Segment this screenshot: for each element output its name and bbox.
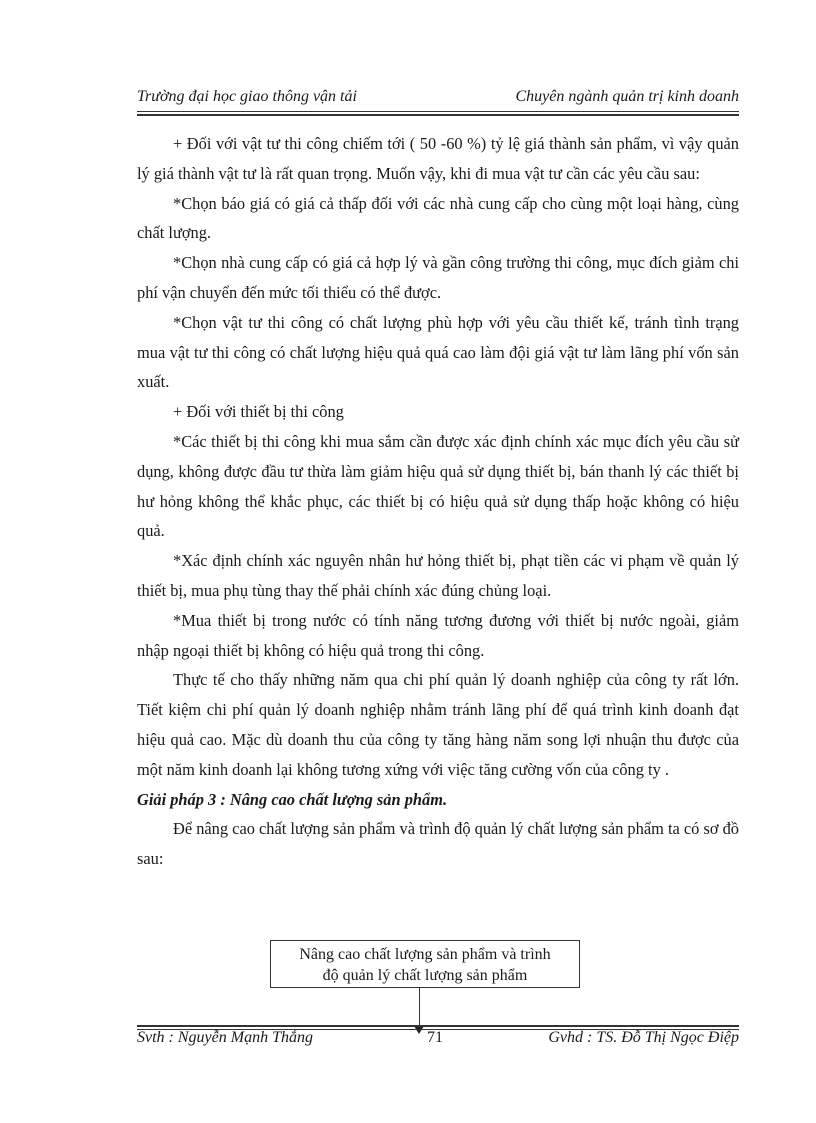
- diagram-box-line1: Nâng cao chất lượng sản phẩm và trình: [299, 946, 551, 963]
- paragraph-materials: + Đối với vật tư thi công chiếm tới ( 50 -60 %) tỷ lệ giá thành sản phẩm, vì vậy quản lý giá thành vật tư là rất quan trọng. Muốn vậy, khi đi mua vật tư cần các yêu cầu sau:: [137, 134, 739, 183]
- diagram-box-line2: độ quản lý chất lượng sản phẩm: [322, 967, 528, 984]
- paragraph-management-cost: Thực tế cho thấy những năm qua chi phí quản lý doanh nghiệp của công ty rất lớn. Tiết kiệm chi phí quản lý doanh nghiệp nhằm tránh lãng phí để quá trình kinh doanh đạt hiệu quả cao. Mặc dù doanh thu của công ty tăng hàng năm song lợi nhuận thu được của một năm kinh doanh lại không tương xứng với việc tăng cường vốn của công ty .: [137, 670, 739, 779]
- paragraph-bullet-quality: *Chọn vật tư thi công có chất lượng phù hợp với yêu cầu thiết kế, tránh tình trạng mua vật tư thi công có chất lượng hiệu quả quá cao làm đội giá vật tư làm lãng phí vốn sản xuất.: [137, 312, 739, 392]
- footer-student: Svth : Nguyễn Mạnh Thắng: [137, 1029, 313, 1046]
- paragraph-intro: Để nâng cao chất lượng sản phẩm và trình độ quản lý chất lượng sản phẩm ta có sơ đồ sau:: [137, 819, 739, 869]
- diagram-arrow-line: [419, 988, 420, 1028]
- section-heading: Giải pháp 3 : Nâng cao chất lượng sản phẩm.: [137, 789, 448, 809]
- paragraph-equipment: + Đối với thiết bị thi công: [173, 402, 344, 422]
- page-body: [137, 129, 739, 874]
- header-major: Chuyên ngành quản trị kinh doanh: [515, 88, 739, 105]
- paragraph-bullet-supplier: *Chọn nhà cung cấp có giá cả hợp lý và gần công trường thi công, mục đích giảm chi phí vận chuyển đến mức tối thiểu có thể được.: [137, 253, 739, 302]
- diagram-box: [270, 940, 580, 988]
- page-footer: [137, 1029, 739, 1051]
- footer-rule-thick: [137, 1025, 739, 1027]
- paragraph-bullet-damage: *Xác định chính xác nguyên nhân hư hỏng thiết bị, phạt tiền các vi phạm về quản lý thiết bị, mua phụ tùng thay thế phải chính xác đúng chủng loại.: [137, 551, 739, 600]
- paragraph-bullet-purchase: *Các thiết bị thi công khi mua sắm cần được xác định chính xác mục đích yêu cầu sử dụng, không được đầu tư thừa làm giảm hiệu quả sử dụng thiết bị, bán thanh lý các thiết bị hư hỏng không thể khắc phục, các thiết bị có hiệu quả sử dụng thấp hoặc không có hiệu quả.: [137, 431, 739, 541]
- page-number: 71: [427, 1029, 443, 1046]
- paragraph-bullet-domestic: *Mua thiết bị trong nước có tính năng tương đương với thiết bị nước ngoài, giảm nhập ngoại thiết bị không có hiệu quả trong thi công.: [137, 610, 739, 660]
- header-rule-thin: [137, 111, 739, 112]
- header-rule-thick: [137, 114, 739, 116]
- page-header: [137, 88, 739, 110]
- paragraph-bullet-price: *Chọn báo giá có giá cả thấp đối với các nhà cung cấp cho cùng một loại hàng, cùng chất lượng.: [137, 193, 739, 243]
- header-university: Trường đại học giao thông vận tải: [137, 88, 357, 105]
- footer-advisor: Gvhd : TS. Đỗ Thị Ngọc Điệp: [548, 1029, 739, 1046]
